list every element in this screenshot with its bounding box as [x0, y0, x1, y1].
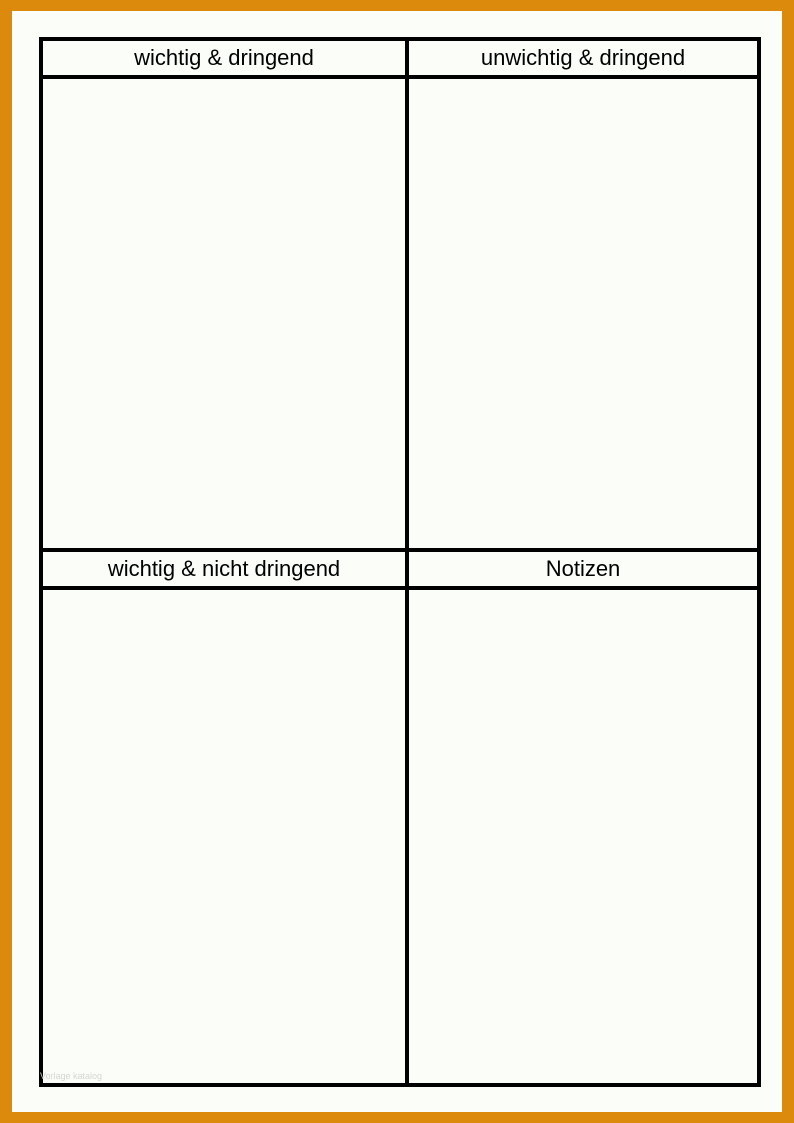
quadrant-header-wichtig-dringend: wichtig & dringend — [134, 45, 314, 70]
quadrant-header-wichtig-nicht-dringend: wichtig & nicht dringend — [107, 556, 341, 581]
top-header-divider — [43, 75, 757, 79]
eisenhower-matrix-grid — [39, 37, 761, 1087]
watermark-text: Vorlage katalog — [40, 1071, 103, 1081]
quadrant-header-notizen: Notizen — [545, 556, 621, 581]
bottom-header-divider — [43, 586, 757, 590]
quadrant-header-unwichtig-dringend: unwichtig & dringend — [480, 45, 686, 70]
